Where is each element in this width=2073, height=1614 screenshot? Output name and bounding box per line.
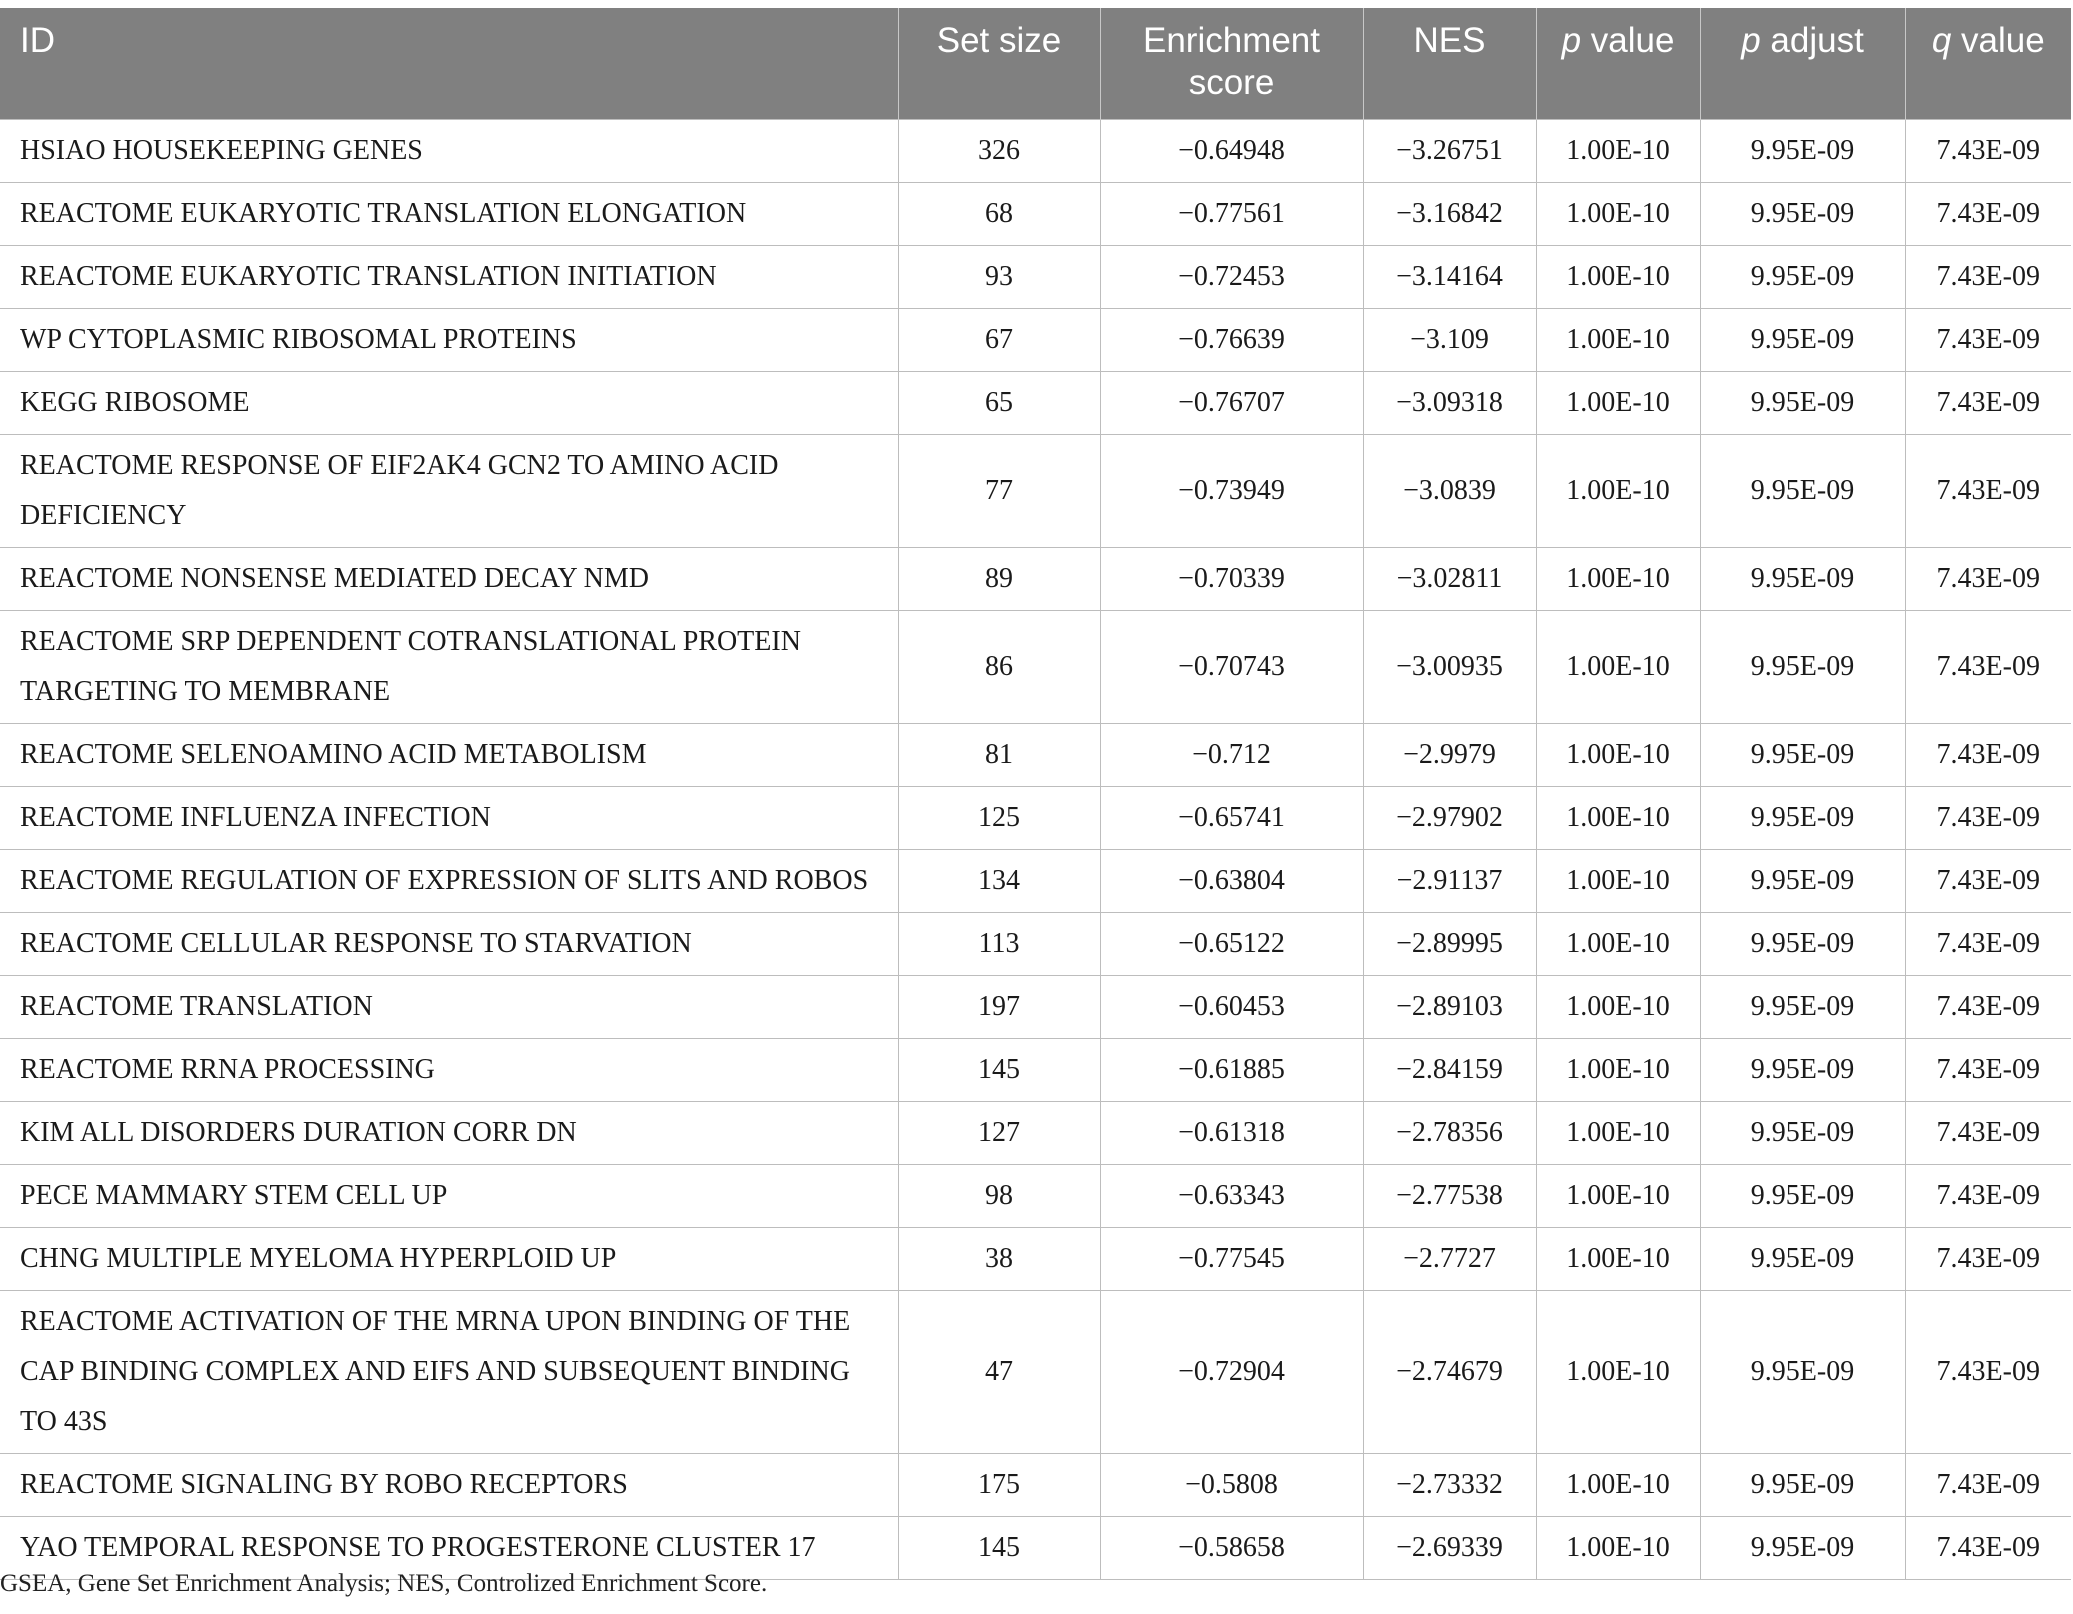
cell-nes: −2.84159	[1363, 1038, 1536, 1101]
cell-nes: −2.91137	[1363, 849, 1536, 912]
cell-set-size: 67	[898, 308, 1100, 371]
cell-set-size: 125	[898, 786, 1100, 849]
gsea-results-table	[0, 8, 2071, 1580]
table-row	[0, 975, 2071, 1038]
cell-p-adjust: 9.95E-09	[1700, 1516, 1905, 1579]
cell-q-value: 7.43E-09	[1905, 849, 2071, 912]
cell-p-adjust: 9.95E-09	[1700, 245, 1905, 308]
cell-set-size: 38	[898, 1227, 1100, 1290]
cell-id: CHNG MULTIPLE MYELOMA HYPERPLOID UP	[0, 1227, 898, 1290]
cell-p-value: 1.00E-10	[1536, 182, 1700, 245]
cell-p-value: 1.00E-10	[1536, 308, 1700, 371]
cell-nes: −2.97902	[1363, 786, 1536, 849]
table-row	[0, 786, 2071, 849]
header-p-adjust-text: adjust	[1760, 21, 1864, 60]
table-row	[0, 119, 2071, 182]
header-q-value-symbol: q	[1931, 21, 1952, 60]
cell-enrichment-score: −0.5808	[1100, 1453, 1363, 1516]
cell-q-value: 7.43E-09	[1905, 1516, 2071, 1579]
cell-nes: −3.109	[1363, 308, 1536, 371]
cell-enrichment-score: −0.61318	[1100, 1101, 1363, 1164]
header-p-value	[1536, 8, 1700, 119]
cell-p-value: 1.00E-10	[1536, 245, 1700, 308]
cell-id: REACTOME EUKARYOTIC TRANSLATION INITIATION	[0, 245, 898, 308]
cell-p-adjust: 9.95E-09	[1700, 1453, 1905, 1516]
cell-id: WP CYTOPLASMIC RIBOSOMAL PROTEINS	[0, 308, 898, 371]
cell-p-value: 1.00E-10	[1536, 371, 1700, 434]
cell-id: REACTOME INFLUENZA INFECTION	[0, 786, 898, 849]
cell-nes: −3.00935	[1363, 610, 1536, 723]
cell-q-value: 7.43E-09	[1905, 786, 2071, 849]
cell-p-value: 1.00E-10	[1536, 1038, 1700, 1101]
cell-set-size: 89	[898, 547, 1100, 610]
header-nes: NES	[1363, 8, 1536, 119]
cell-p-adjust: 9.95E-09	[1700, 308, 1905, 371]
header-id: ID	[0, 8, 898, 119]
cell-enrichment-score: −0.64948	[1100, 119, 1363, 182]
cell-set-size: 175	[898, 1453, 1100, 1516]
cell-enrichment-score: −0.65741	[1100, 786, 1363, 849]
cell-nes: −2.74679	[1363, 1290, 1536, 1453]
cell-enrichment-score: −0.73949	[1100, 434, 1363, 547]
cell-nes: −2.69339	[1363, 1516, 1536, 1579]
cell-id: REACTOME RRNA PROCESSING	[0, 1038, 898, 1101]
cell-set-size: 65	[898, 371, 1100, 434]
table-row	[0, 912, 2071, 975]
table-row	[0, 1164, 2071, 1227]
table-row	[0, 1038, 2071, 1101]
table-row	[0, 1227, 2071, 1290]
cell-nes: −3.26751	[1363, 119, 1536, 182]
cell-p-adjust: 9.95E-09	[1700, 371, 1905, 434]
cell-p-adjust: 9.95E-09	[1700, 1164, 1905, 1227]
cell-id: REACTOME EUKARYOTIC TRANSLATION ELONGATION	[0, 182, 898, 245]
table-row	[0, 245, 2071, 308]
header-p-value-text: value	[1581, 21, 1675, 60]
cell-p-value: 1.00E-10	[1536, 547, 1700, 610]
cell-set-size: 47	[898, 1290, 1100, 1453]
cell-nes: −3.09318	[1363, 371, 1536, 434]
cell-enrichment-score: −0.77545	[1100, 1227, 1363, 1290]
cell-enrichment-score: −0.72453	[1100, 245, 1363, 308]
cell-p-adjust: 9.95E-09	[1700, 434, 1905, 547]
cell-nes: −2.77538	[1363, 1164, 1536, 1227]
cell-q-value: 7.43E-09	[1905, 975, 2071, 1038]
cell-p-adjust: 9.95E-09	[1700, 849, 1905, 912]
cell-q-value: 7.43E-09	[1905, 1290, 2071, 1453]
cell-q-value: 7.43E-09	[1905, 1164, 2071, 1227]
cell-id: REACTOME SRP DEPENDENT COTRANSLATIONAL PROTEIN TARGETING TO MEMBRANE	[0, 610, 898, 723]
cell-set-size: 68	[898, 182, 1100, 245]
cell-id: REACTOME NONSENSE MEDIATED DECAY NMD	[0, 547, 898, 610]
cell-p-adjust: 9.95E-09	[1700, 610, 1905, 723]
cell-q-value: 7.43E-09	[1905, 1227, 2071, 1290]
cell-set-size: 134	[898, 849, 1100, 912]
cell-p-adjust: 9.95E-09	[1700, 1101, 1905, 1164]
cell-p-value: 1.00E-10	[1536, 786, 1700, 849]
table-row	[0, 723, 2071, 786]
cell-id: REACTOME RESPONSE OF EIF2AK4 GCN2 TO AMINO ACID DEFICIENCY	[0, 434, 898, 547]
cell-nes: −3.02811	[1363, 547, 1536, 610]
header-p-value-symbol: p	[1561, 21, 1582, 60]
header-p-adjust-symbol: p	[1741, 21, 1761, 60]
cell-p-value: 1.00E-10	[1536, 119, 1700, 182]
cell-p-value: 1.00E-10	[1536, 849, 1700, 912]
header-q-value	[1905, 8, 2071, 119]
header-q-value-text: value	[1951, 21, 2045, 60]
cell-set-size: 127	[898, 1101, 1100, 1164]
cell-id: REACTOME CELLULAR RESPONSE TO STARVATION	[0, 912, 898, 975]
cell-nes: −2.7727	[1363, 1227, 1536, 1290]
cell-nes: −2.89995	[1363, 912, 1536, 975]
cell-nes: −2.89103	[1363, 975, 1536, 1038]
cell-id: YAO TEMPORAL RESPONSE TO PROGESTERONE CLUSTER 17	[0, 1516, 898, 1579]
table-row	[0, 610, 2071, 723]
table-row	[0, 371, 2071, 434]
gsea-table-container	[0, 8, 2071, 1580]
table-row	[0, 849, 2071, 912]
cell-nes: −2.78356	[1363, 1101, 1536, 1164]
cell-nes: −2.73332	[1363, 1453, 1536, 1516]
cell-set-size: 113	[898, 912, 1100, 975]
cell-q-value: 7.43E-09	[1905, 547, 2071, 610]
cell-set-size: 98	[898, 1164, 1100, 1227]
cell-nes: −2.9979	[1363, 723, 1536, 786]
cell-enrichment-score: −0.63343	[1100, 1164, 1363, 1227]
cell-set-size: 81	[898, 723, 1100, 786]
cell-enrichment-score: −0.61885	[1100, 1038, 1363, 1101]
cell-p-value: 1.00E-10	[1536, 434, 1700, 547]
table-row	[0, 1290, 2071, 1453]
cell-q-value: 7.43E-09	[1905, 371, 2071, 434]
cell-p-value: 1.00E-10	[1536, 1516, 1700, 1579]
cell-id: REACTOME SIGNALING BY ROBO RECEPTORS	[0, 1453, 898, 1516]
cell-id: HSIAO HOUSEKEEPING GENES	[0, 119, 898, 182]
cell-set-size: 326	[898, 119, 1100, 182]
table-header	[0, 8, 2071, 119]
cell-set-size: 145	[898, 1516, 1100, 1579]
cell-p-adjust: 9.95E-09	[1700, 975, 1905, 1038]
cell-id: PECE MAMMARY STEM CELL UP	[0, 1164, 898, 1227]
cell-q-value: 7.43E-09	[1905, 119, 2071, 182]
cell-p-adjust: 9.95E-09	[1700, 912, 1905, 975]
cell-id: REACTOME REGULATION OF EXPRESSION OF SLITS AND ROBOS	[0, 849, 898, 912]
header-enrichment-score: Enrichment score	[1100, 8, 1363, 119]
cell-set-size: 86	[898, 610, 1100, 723]
cell-enrichment-score: −0.60453	[1100, 975, 1363, 1038]
table-row	[0, 434, 2071, 547]
cell-id: REACTOME SELENOAMINO ACID METABOLISM	[0, 723, 898, 786]
header-p-adjust	[1700, 8, 1905, 119]
cell-p-value: 1.00E-10	[1536, 1227, 1700, 1290]
cell-q-value: 7.43E-09	[1905, 182, 2071, 245]
cell-id: KEGG RIBOSOME	[0, 371, 898, 434]
cell-enrichment-score: −0.58658	[1100, 1516, 1363, 1579]
cell-p-adjust: 9.95E-09	[1700, 547, 1905, 610]
cell-nes: −3.16842	[1363, 182, 1536, 245]
cell-enrichment-score: −0.76707	[1100, 371, 1363, 434]
cell-nes: −3.0839	[1363, 434, 1536, 547]
cell-enrichment-score: −0.70743	[1100, 610, 1363, 723]
cell-enrichment-score: −0.76639	[1100, 308, 1363, 371]
cell-q-value: 7.43E-09	[1905, 245, 2071, 308]
cell-p-value: 1.00E-10	[1536, 1453, 1700, 1516]
cell-p-value: 1.00E-10	[1536, 1101, 1700, 1164]
cell-p-adjust: 9.95E-09	[1700, 1038, 1905, 1101]
cell-q-value: 7.43E-09	[1905, 434, 2071, 547]
table-body	[0, 119, 2071, 1579]
table-row	[0, 547, 2071, 610]
cell-enrichment-score: −0.72904	[1100, 1290, 1363, 1453]
cell-enrichment-score: −0.65122	[1100, 912, 1363, 975]
table-footnote: GSEA, Gene Set Enrichment Analysis; NES, Controlized Enrichment Score.	[0, 1570, 768, 1597]
cell-p-adjust: 9.95E-09	[1700, 786, 1905, 849]
cell-enrichment-score: −0.77561	[1100, 182, 1363, 245]
cell-id: KIM ALL DISORDERS DURATION CORR DN	[0, 1101, 898, 1164]
cell-p-value: 1.00E-10	[1536, 610, 1700, 723]
table-row	[0, 1101, 2071, 1164]
table-row	[0, 308, 2071, 371]
table-row	[0, 182, 2071, 245]
cell-set-size: 197	[898, 975, 1100, 1038]
cell-id: REACTOME TRANSLATION	[0, 975, 898, 1038]
table-row	[0, 1453, 2071, 1516]
cell-q-value: 7.43E-09	[1905, 1101, 2071, 1164]
cell-q-value: 7.43E-09	[1905, 723, 2071, 786]
cell-q-value: 7.43E-09	[1905, 610, 2071, 723]
cell-q-value: 7.43E-09	[1905, 1453, 2071, 1516]
cell-nes: −3.14164	[1363, 245, 1536, 308]
cell-p-adjust: 9.95E-09	[1700, 119, 1905, 182]
cell-q-value: 7.43E-09	[1905, 1038, 2071, 1101]
cell-p-value: 1.00E-10	[1536, 1290, 1700, 1453]
cell-p-value: 1.00E-10	[1536, 912, 1700, 975]
cell-enrichment-score: −0.63804	[1100, 849, 1363, 912]
cell-enrichment-score: −0.712	[1100, 723, 1363, 786]
cell-q-value: 7.43E-09	[1905, 308, 2071, 371]
cell-p-adjust: 9.95E-09	[1700, 723, 1905, 786]
cell-p-adjust: 9.95E-09	[1700, 1290, 1905, 1453]
header-set-size: Set size	[898, 8, 1100, 119]
cell-q-value: 7.43E-09	[1905, 912, 2071, 975]
cell-p-adjust: 9.95E-09	[1700, 1227, 1905, 1290]
header-row	[0, 8, 2071, 119]
cell-id: REACTOME ACTIVATION OF THE MRNA UPON BINDING OF THE CAP BINDING COMPLEX AND EIFS AND SUBSEQUENT BINDING TO 43S	[0, 1290, 898, 1453]
cell-set-size: 77	[898, 434, 1100, 547]
cell-p-adjust: 9.95E-09	[1700, 182, 1905, 245]
cell-p-value: 1.00E-10	[1536, 1164, 1700, 1227]
cell-p-value: 1.00E-10	[1536, 975, 1700, 1038]
cell-set-size: 145	[898, 1038, 1100, 1101]
cell-p-value: 1.00E-10	[1536, 723, 1700, 786]
cell-enrichment-score: −0.70339	[1100, 547, 1363, 610]
cell-set-size: 93	[898, 245, 1100, 308]
